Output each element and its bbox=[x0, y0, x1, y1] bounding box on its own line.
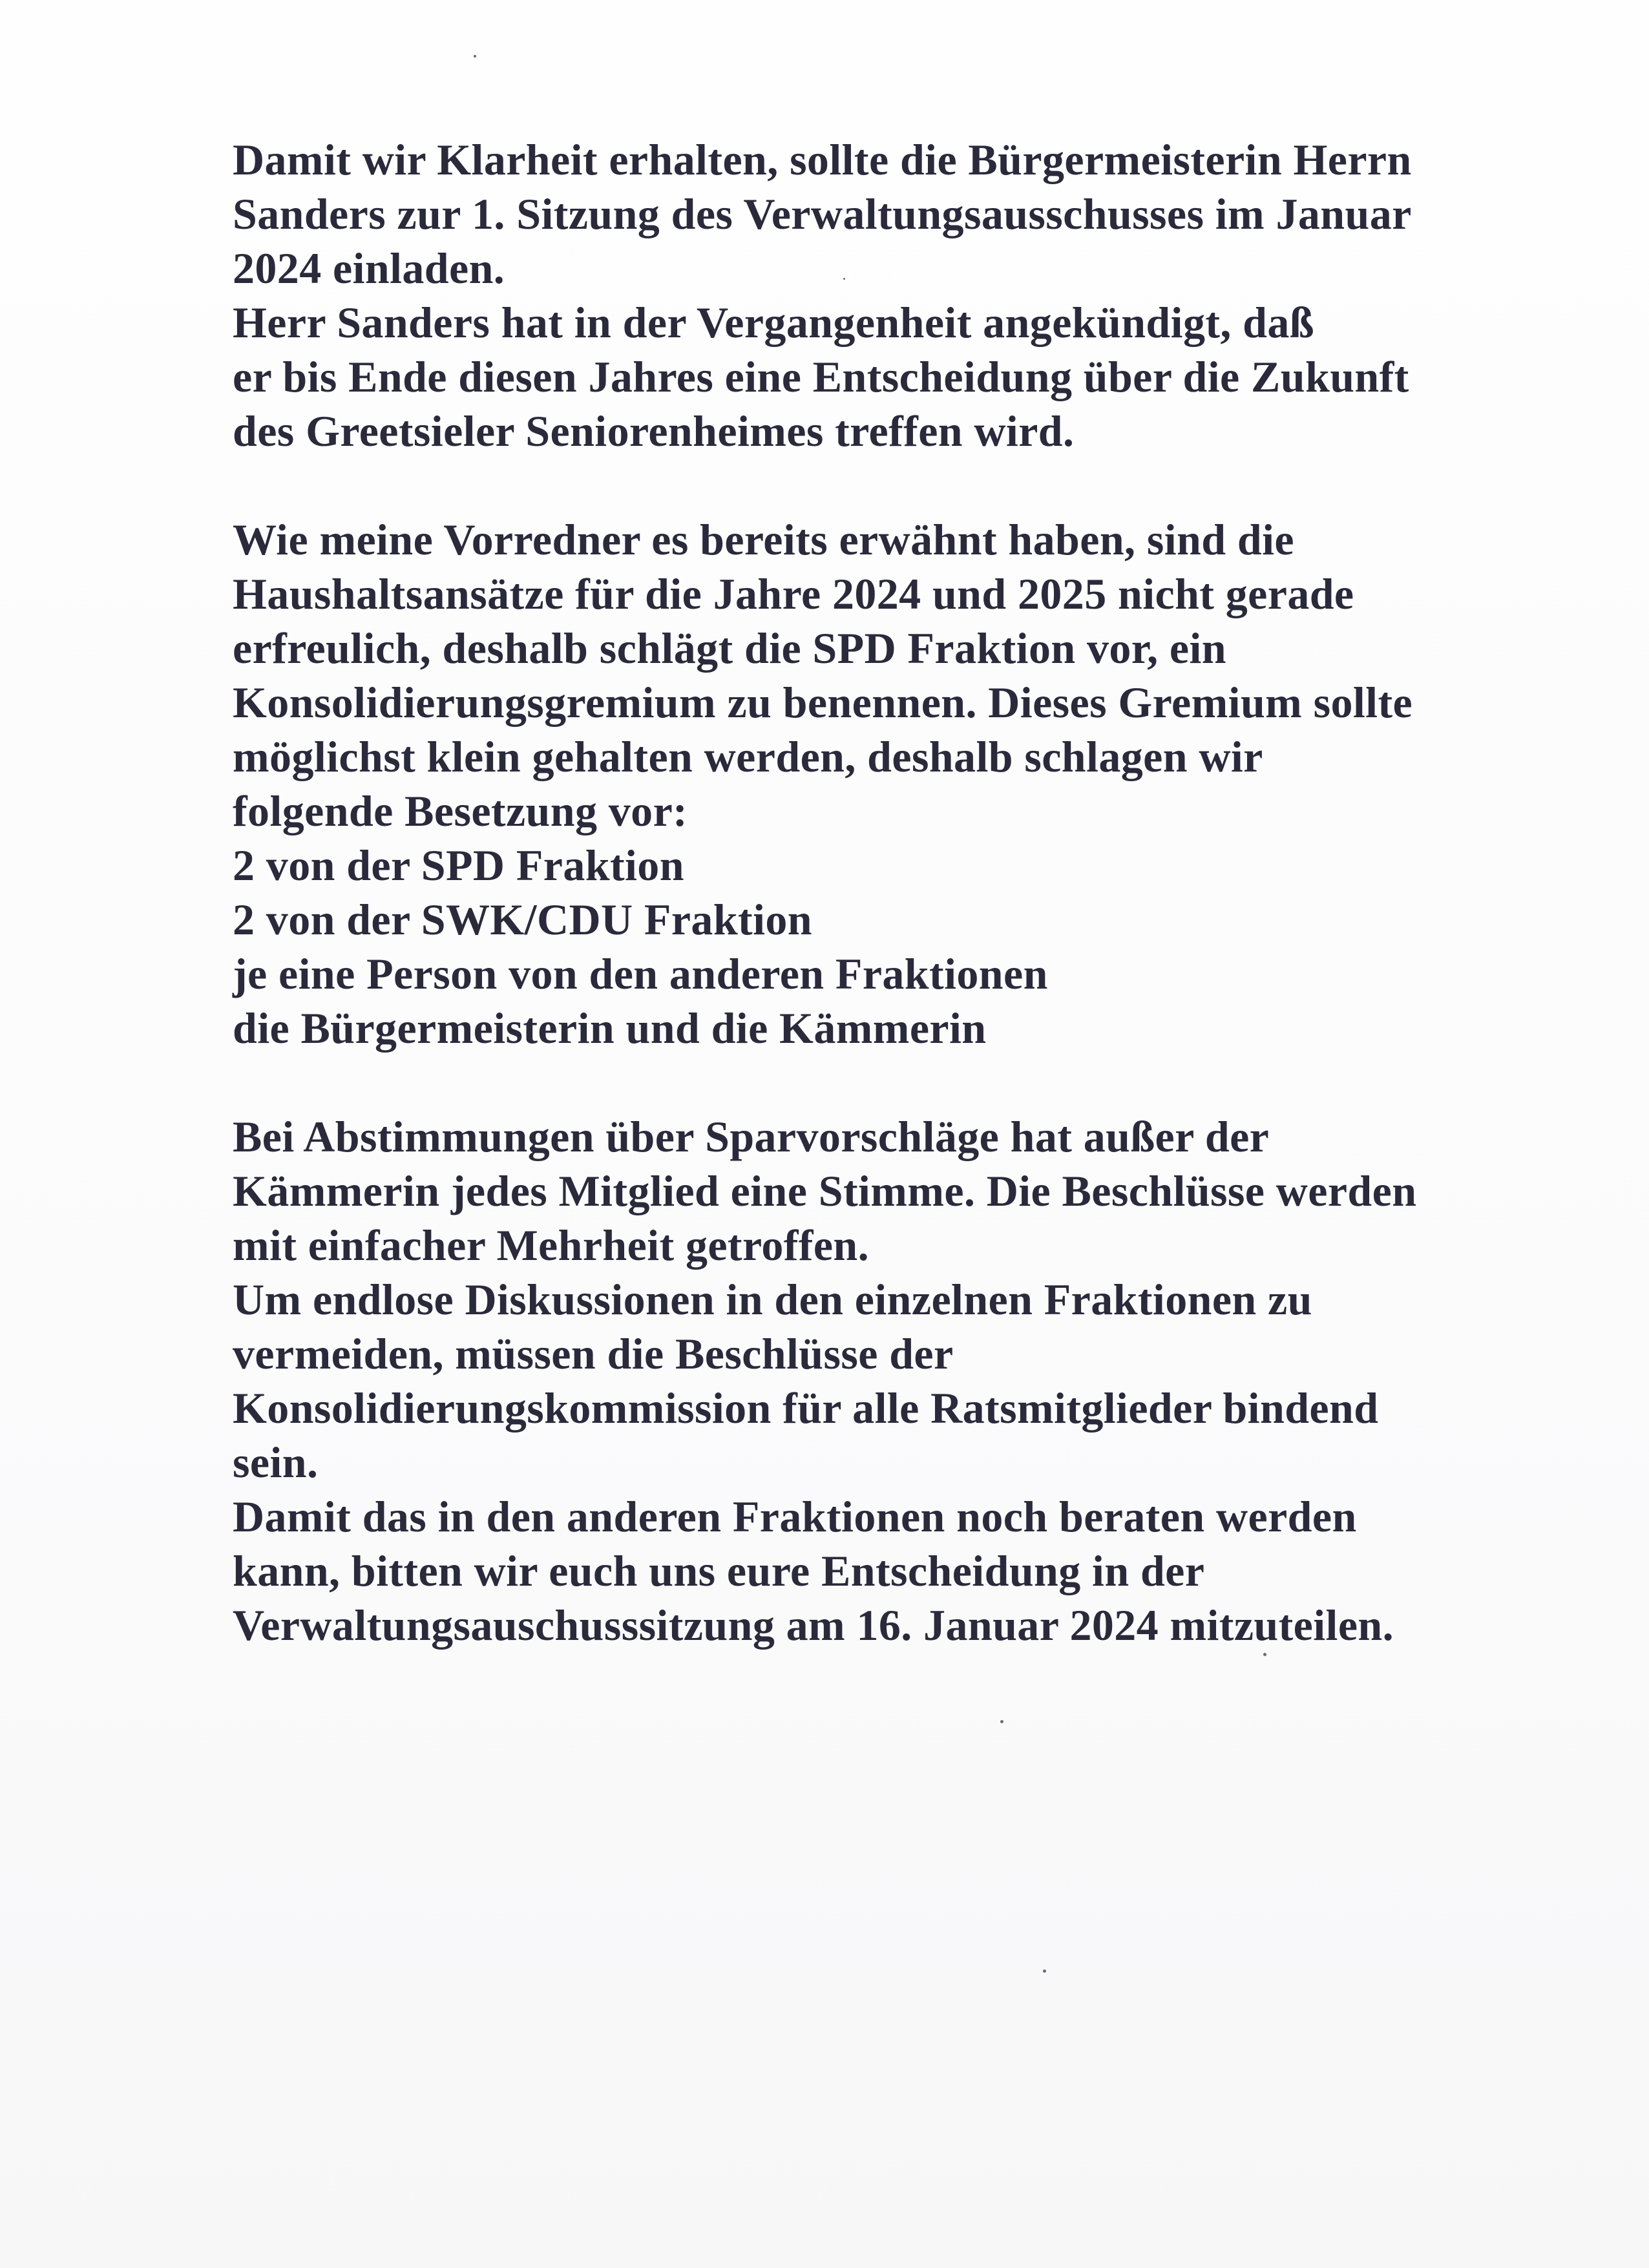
text-line: erfreulich, deshalb schlägt die SPD Fraktion vor, ein bbox=[233, 624, 1227, 673]
text-line: 2 von der SWK/CDU Fraktion bbox=[233, 895, 812, 944]
scan-speck bbox=[1043, 1969, 1046, 1973]
paragraph-invitation bbox=[233, 132, 1557, 458]
document-body bbox=[233, 132, 1557, 1652]
text-line: Damit wir Klarheit erhalten, sollte die Bürgermeisterin Herrn bbox=[233, 135, 1412, 184]
text-line: Herr Sanders hat in der Vergangenheit angekündigt, daß bbox=[233, 298, 1315, 347]
paragraph-consolidation-committee bbox=[233, 512, 1557, 1055]
text-line: mit einfacher Mehrheit getroffen. bbox=[233, 1221, 870, 1270]
text-line: Konsolidierungsgremium zu benennen. Dieses Gremium sollte bbox=[233, 678, 1413, 727]
text-line: folgende Besetzung vor: bbox=[233, 786, 688, 835]
text-line: Verwaltungsauschusssitzung am 16. Januar 2024 mitzuteilen. bbox=[233, 1601, 1394, 1650]
text-line: Damit das in den anderen Fraktionen noch beraten werden bbox=[233, 1492, 1357, 1541]
text-line: Wie meine Vorredner es bereits erwähnt haben, sind die bbox=[233, 515, 1294, 564]
paragraph-voting-rules bbox=[233, 1109, 1557, 1652]
text-line: je eine Person von den anderen Fraktionen bbox=[233, 949, 1048, 998]
text-line: Kämmerin jedes Mitglied eine Stimme. Die Beschlüsse werden bbox=[233, 1166, 1417, 1215]
text-line: 2024 einladen. bbox=[233, 244, 505, 293]
text-line: Um endlose Diskussionen in den einzelnen Fraktionen zu bbox=[233, 1275, 1312, 1324]
text-line: die Bürgermeisterin und die Kämmerin bbox=[233, 1003, 987, 1053]
scan-speck bbox=[474, 55, 476, 58]
text-line: vermeiden, müssen die Beschlüsse der bbox=[233, 1329, 954, 1378]
text-line: Bei Abstimmungen über Sparvorschläge hat außer der bbox=[233, 1112, 1270, 1161]
text-line: kann, bitten wir euch uns eure Entscheidung in der bbox=[233, 1546, 1205, 1595]
scan-speck bbox=[1000, 1720, 1003, 1723]
text-line: möglichst klein gehalten werden, deshalb schlagen wir bbox=[233, 732, 1263, 781]
text-line: er bis Ende diesen Jahres eine Entscheidung über die Zukunft bbox=[233, 352, 1409, 401]
text-line: des Greetsieler Seniorenheimes treffen wird. bbox=[233, 406, 1075, 456]
scan-speck bbox=[1263, 1653, 1266, 1656]
text-line: Konsolidierungskommission für alle Ratsmitglieder bindend bbox=[233, 1383, 1379, 1433]
text-line: 2 von der SPD Fraktion bbox=[233, 841, 684, 890]
text-line: Haushaltsansätze für die Jahre 2024 und 2025 nicht gerade bbox=[233, 569, 1354, 618]
text-line: sein. bbox=[233, 1438, 319, 1487]
scan-speck bbox=[843, 278, 845, 280]
text-line: Sanders zur 1. Sitzung des Verwaltungsausschusses im Januar bbox=[233, 189, 1412, 238]
